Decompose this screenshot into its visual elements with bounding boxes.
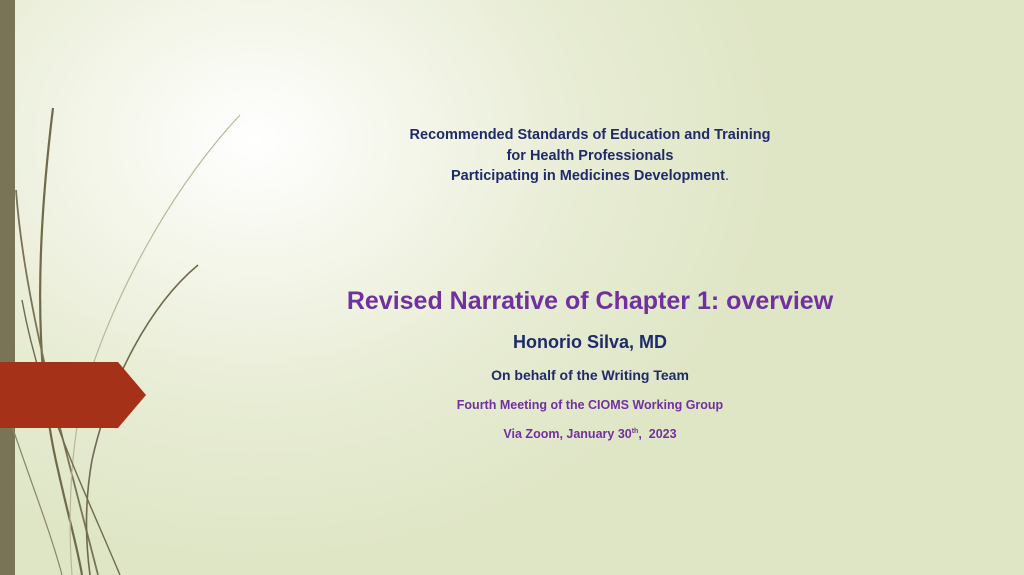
arrow-tab-shape: [0, 362, 150, 428]
slide-title: Revised Narrative of Chapter 1: overview: [346, 287, 834, 315]
subtitle: [300, 125, 880, 187]
subtitle-line-3: [300, 166, 880, 187]
meeting-text: Fourth Meeting of the CIOMS Working Group: [456, 398, 724, 412]
venue-date: [300, 426, 880, 442]
on-behalf-text: On behalf of the Writing Team: [491, 367, 689, 383]
subtitle-period: .: [724, 168, 729, 184]
venue-superscript: th: [631, 427, 639, 435]
author-name: Honorio Silva, MD: [512, 332, 667, 352]
venue-prefix: Via Zoom, January 30: [503, 427, 632, 441]
decorative-stems: [0, 0, 260, 575]
venue-suffix: , 2023: [638, 427, 677, 441]
subtitle-line-3-text: Participating in Medicines Development: [451, 168, 725, 184]
subtitle-line-2: for Health Professionals: [506, 147, 674, 164]
subtitle-line-1: Recommended Standards of Education and Training: [409, 127, 771, 143]
